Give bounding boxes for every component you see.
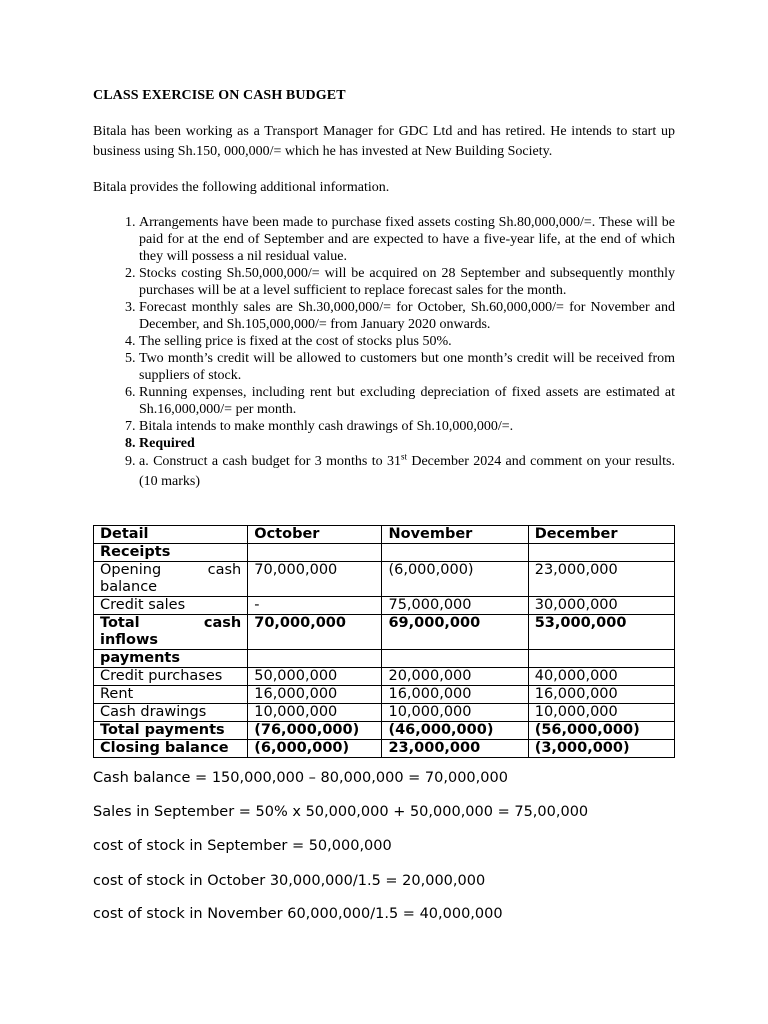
question-text-start: a. Construct a cash budget for 3 months to 31 bbox=[139, 454, 401, 469]
table-cell: 16,000,000 bbox=[248, 686, 382, 704]
closing-balance-label: Closing balance bbox=[94, 740, 248, 758]
table-cell: 70,000,000 bbox=[248, 562, 382, 597]
cash-budget-table bbox=[93, 525, 675, 758]
receipts-label: Receipts bbox=[94, 544, 248, 562]
question-text-end: December 2024 and comment on your results. (10 marks) bbox=[139, 454, 675, 489]
list-item: 6. Running expenses, including rent but excluding depreciation of fixed assets are estimated at Sh.16,000,000/= per month. bbox=[139, 384, 675, 418]
list-item-question bbox=[139, 452, 675, 492]
table-cell: 16,000,000 bbox=[528, 686, 674, 704]
table-cell: 23,000,000 bbox=[382, 740, 528, 758]
table-cell: 10,000,000 bbox=[382, 704, 528, 722]
table-cell: 10,000,000 bbox=[528, 704, 674, 722]
note-cash-balance: Cash balance = 150,000,000 – 80,000,000 = 70,000,000 bbox=[93, 770, 508, 786]
table-cell: (6,000,000) bbox=[248, 740, 382, 758]
opening-balance-label: Opening cash balance bbox=[94, 562, 248, 597]
table-cell: (76,000,000) bbox=[248, 722, 382, 740]
ordinal-suffix: st bbox=[400, 451, 407, 462]
table-cell: 69,000,000 bbox=[382, 615, 528, 650]
table-cell: - bbox=[248, 597, 382, 615]
header-detail: Detail bbox=[94, 526, 248, 544]
header-november: November bbox=[382, 526, 528, 544]
table-cell: 10,000,000 bbox=[248, 704, 382, 722]
list-item: 2. Stocks costing Sh.50,000,000/= will be acquired on 28 September and subsequently monthly purchases will be at a level sufficient to replace forecast sales for the month. bbox=[139, 265, 675, 299]
table-cell: 40,000,000 bbox=[528, 668, 674, 686]
table-cell: 20,000,000 bbox=[382, 668, 528, 686]
table-row bbox=[94, 562, 675, 597]
table-cell: 50,000,000 bbox=[248, 668, 382, 686]
table-row bbox=[94, 615, 675, 650]
note-september-sales: Sales in September = 50% x 50,000,000 + 50,000,000 = 75,00,000 bbox=[93, 804, 589, 820]
list-item: 4. The selling price is fixed at the cost of stocks plus 50%. bbox=[139, 333, 675, 350]
table-cell: 75,000,000 bbox=[382, 597, 528, 615]
credit-purchases-label: Credit purchases bbox=[94, 668, 248, 686]
intro-paragraph: Bitala has been working as a Transport Manager for GDC Ltd and has retired. He intends to start up business using Sh.150, 000,000/= which he has invested at New Building Society. bbox=[93, 124, 675, 159]
total-inflows-label: Total cash inflows bbox=[94, 615, 248, 650]
table-cell: (6,000,000) bbox=[382, 562, 528, 597]
table-cell: 53,000,000 bbox=[528, 615, 674, 650]
table-cell: (3,000,000) bbox=[528, 740, 674, 758]
list-item: 7. Bitala intends to make monthly cash drawings of Sh.10,000,000/=. bbox=[139, 418, 675, 435]
list-item-required: 8. Required bbox=[139, 435, 675, 452]
table-row bbox=[94, 686, 675, 704]
table-row bbox=[94, 722, 675, 740]
rent-label: Rent bbox=[94, 686, 248, 704]
list-item: 1. Arrangements have been made to purchase fixed assets costing Sh.80,000,000/=. These will be paid for at the end of September and are expected to have a five-year life, at the end of which they will possess a nil residual value. bbox=[139, 214, 675, 265]
information-list bbox=[93, 214, 675, 492]
note-stock-october: cost of stock in October 30,000,000/1.5 = 20,000,000 bbox=[93, 873, 486, 889]
table-cell: 70,000,000 bbox=[248, 615, 382, 650]
table-cell: 16,000,000 bbox=[382, 686, 528, 704]
list-item: 5. Two month’s credit will be allowed to customers but one month’s credit will be received from suppliers of stock. bbox=[139, 350, 675, 384]
table-row bbox=[94, 668, 675, 686]
list-item: 3. Forecast monthly sales are Sh.30,000,000/= for October, Sh.60,000,000/= for November and December, and Sh.105,000,000/= from January 2020 onwards. bbox=[139, 299, 675, 333]
additional-info-paragraph: Bitala provides the following additional information. bbox=[93, 180, 390, 195]
header-december: December bbox=[528, 526, 674, 544]
cash-drawings-label: Cash drawings bbox=[94, 704, 248, 722]
header-october: October bbox=[248, 526, 382, 544]
table-row bbox=[94, 544, 675, 562]
table-row bbox=[94, 650, 675, 668]
credit-sales-label: Credit sales bbox=[94, 597, 248, 615]
table-header-row bbox=[94, 526, 675, 544]
table-cell: 23,000,000 bbox=[528, 562, 674, 597]
total-payments-label: Total payments bbox=[94, 722, 248, 740]
table-cell: (46,000,000) bbox=[382, 722, 528, 740]
payments-label: payments bbox=[94, 650, 248, 668]
table-row bbox=[94, 740, 675, 758]
table-row bbox=[94, 597, 675, 615]
document-title: CLASS EXERCISE ON CASH BUDGET bbox=[93, 88, 346, 103]
note-stock-september: cost of stock in September = 50,000,000 bbox=[93, 838, 392, 854]
table-row bbox=[94, 704, 675, 722]
note-stock-november: cost of stock in November 60,000,000/1.5 = 40,000,000 bbox=[93, 906, 503, 922]
table-cell: 30,000,000 bbox=[528, 597, 674, 615]
table-cell: (56,000,000) bbox=[528, 722, 674, 740]
